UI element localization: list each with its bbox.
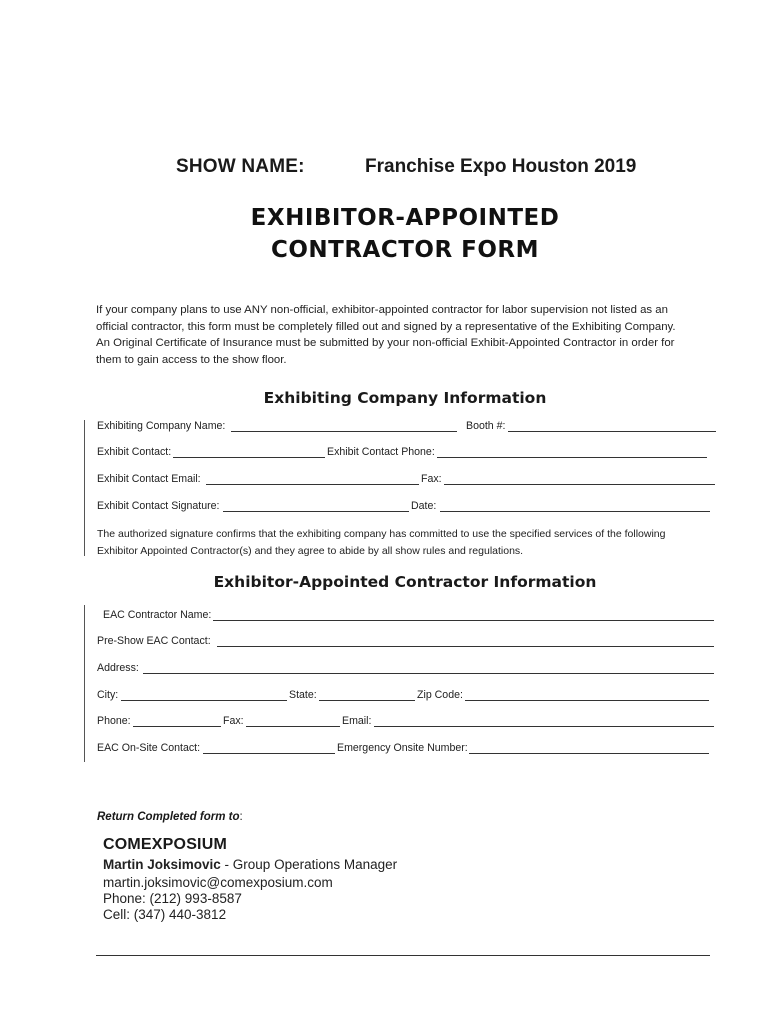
date-field[interactable] [440,511,710,512]
exhibit-contact-email-label: Exhibit Contact Email: [97,473,201,485]
exhibit-contact-signature-label: Exhibit Contact Signature: [97,500,220,512]
intro-line: them to gain access to the show floor. [96,353,287,366]
fax-label: Fax: [421,473,442,485]
exhibiting-section-heading: Exhibiting Company Information [263,389,547,407]
exhibit-contact-label: Exhibit Contact: [97,446,172,458]
company-name-label: Exhibiting Company Name: [97,420,226,432]
city-label: City: [97,689,119,701]
show-name-value: Franchise Expo Houston 2019 [365,156,637,177]
exhibit-contact-phone-label: Exhibit Contact Phone: [327,446,435,458]
email-field[interactable] [374,726,714,727]
exhibit-contact-email-field[interactable] [206,484,419,485]
show-name-label: SHOW NAME: [176,156,305,177]
row-contact-phone [97,446,717,460]
row-phone-fax-email [97,715,717,729]
form-title-line1: EXHIBITOR-APPOINTED [250,205,560,231]
state-field[interactable] [319,700,415,701]
eac-contractor-name-label: EAC Contractor Name: [103,609,212,621]
fax-field[interactable] [444,484,715,485]
note-line: The authorized signature confirms that the exhibiting company has committed to use the specified services of the following [97,528,666,540]
section-bracket [84,605,85,762]
eac-onsite-contact-label: EAC On-Site Contact: [97,742,201,754]
return-email: martin.joksimovic@comexposium.com [103,875,333,890]
row-signature-date [97,500,717,514]
fax-label: Fax: [223,715,244,727]
company-name-field[interactable] [231,431,457,432]
return-label-text: Return Completed form to [97,811,240,823]
preshow-eac-contact-field[interactable] [217,646,714,647]
return-cell: Cell: (347) 440-3812 [103,907,227,922]
section-bracket [84,420,85,556]
phone-field[interactable] [133,726,221,727]
exhibit-contact-field[interactable] [173,457,325,458]
booth-label: Booth #: [466,420,506,432]
person-name: Martin Joksimovic [103,857,221,872]
return-company: COMEXPOSIUM [103,836,227,853]
zip-code-label: Zip Code: [417,689,463,701]
state-label: State: [289,689,317,701]
phone-label: Phone: [97,715,131,727]
note-line: Exhibitor Appointed Contractor(s) and they agree to abide by all show rules and regulations. [97,545,524,557]
form-title-line2: CONTRACTOR FORM [270,237,540,263]
intro-paragraph [96,302,716,368]
eac-contractor-name-field[interactable] [213,620,714,621]
emergency-onsite-number-field[interactable] [469,753,709,754]
intro-line: If your company plans to use ANY non-official, exhibitor-appointed contractor for labor supervision not listed as an [96,304,668,316]
return-person [103,857,397,873]
eac-section-heading: Exhibitor-Appointed Contractor Information [213,573,597,591]
row-email-fax [97,473,717,487]
emergency-onsite-number-label: Emergency Onsite Number: [337,742,468,754]
email-label: Email: [342,715,372,727]
exhibit-contact-phone-field[interactable] [437,457,707,458]
intro-line: official contractor, this form must be completely filled out and signed by a representative of the Exhibiting Company. [96,320,676,333]
person-title: - Group Operations Manager [220,857,398,872]
zip-code-field[interactable] [465,700,709,701]
address-label: Address: [97,662,139,674]
signature-field[interactable] [223,511,409,512]
preshow-eac-contact-label: Pre-Show EAC Contact: [97,635,211,647]
row-address [97,662,717,676]
return-label [97,811,243,823]
intro-line: An Original Certificate of Insurance must be submitted by your non-official Exhibit-Appointed Contractor in order for [96,337,675,349]
return-label-colon: : [239,811,243,823]
row-preshow-contact [97,635,717,649]
bottom-divider [96,955,710,956]
fax-field[interactable] [246,726,340,727]
row-onsite-emergency [97,742,717,756]
address-field[interactable] [143,673,714,674]
authorization-note [97,526,717,560]
date-label: Date: [411,500,437,512]
eac-onsite-contact-field[interactable] [203,753,335,754]
booth-field[interactable] [508,431,716,432]
row-company-booth [97,420,717,434]
city-field[interactable] [121,700,287,701]
row-city-state-zip [97,689,717,703]
return-phone: Phone: (212) 993-8587 [103,891,242,906]
row-eac-name [103,609,715,623]
